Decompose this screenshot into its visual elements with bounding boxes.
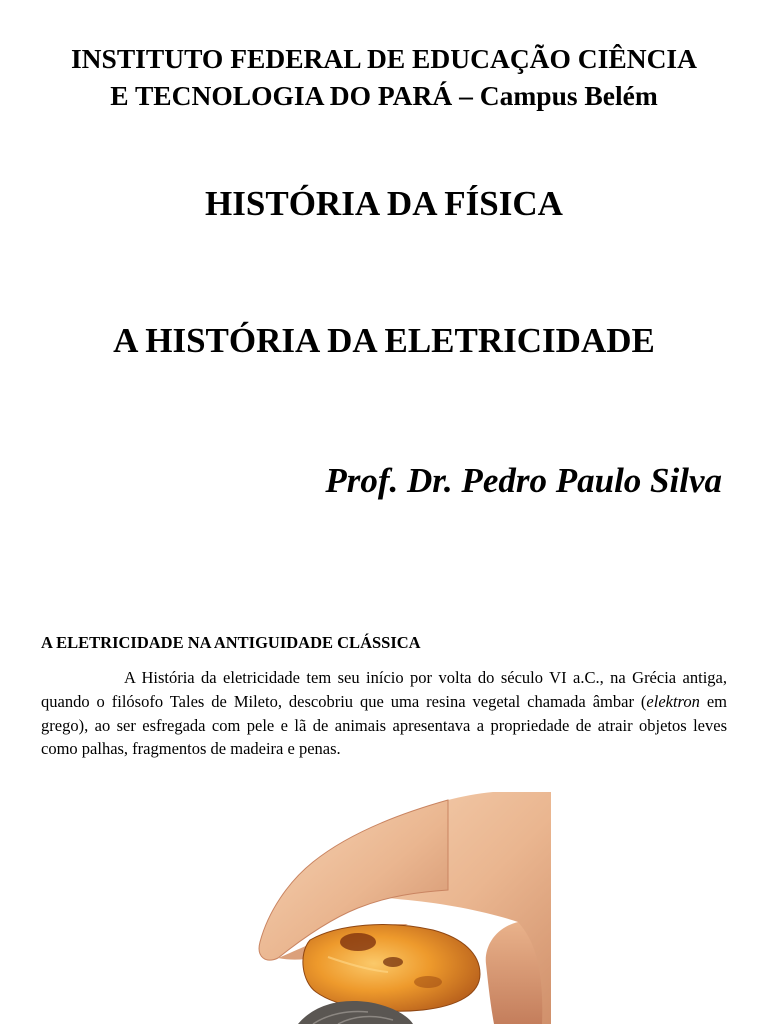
section-paragraph bbox=[41, 666, 727, 761]
hand-holding-amber-photo bbox=[218, 792, 551, 1024]
amber-inclusion-1 bbox=[340, 933, 376, 951]
paragraph-term-elektron: elektron bbox=[646, 691, 700, 711]
institution-line-2: E TECNOLOGIA DO PARÁ – Campus Belém bbox=[110, 80, 658, 111]
paragraph-text-start: A História da eletricidade tem seu início por volta do século VI a.C., na Grécia antiga, quando o filósofo Tales de Mileto, descobriu que uma resina vegetal chamada âmbar ( bbox=[41, 668, 727, 711]
institution-line-1: INSTITUTO FEDERAL DE EDUCAÇÃO CIÊNCIA bbox=[70, 43, 697, 74]
amber-stone-shape bbox=[303, 925, 480, 1012]
paragraph-text-end: em grego), ao ser esfregada com pele e lã de animais apresentava a propriedade de atrair objetos leves como palhas, fragmentos de madeira e penas. bbox=[41, 691, 727, 759]
author-name: Prof. Dr. Pedro Paulo Silva bbox=[325, 461, 722, 500]
amber-inclusion-2 bbox=[383, 957, 403, 967]
course-title: HISTÓRIA DA FÍSICA bbox=[205, 184, 563, 223]
section-heading: A ELETRICIDADE NA ANTIGUIDADE CLÁSSICA bbox=[41, 633, 421, 652]
lecture-title: A HISTÓRIA DA ELETRICIDADE bbox=[113, 321, 655, 360]
institution-header bbox=[0, 40, 768, 114]
amber-inclusion-3 bbox=[414, 976, 442, 988]
hand-amber-illustration bbox=[218, 792, 551, 1024]
